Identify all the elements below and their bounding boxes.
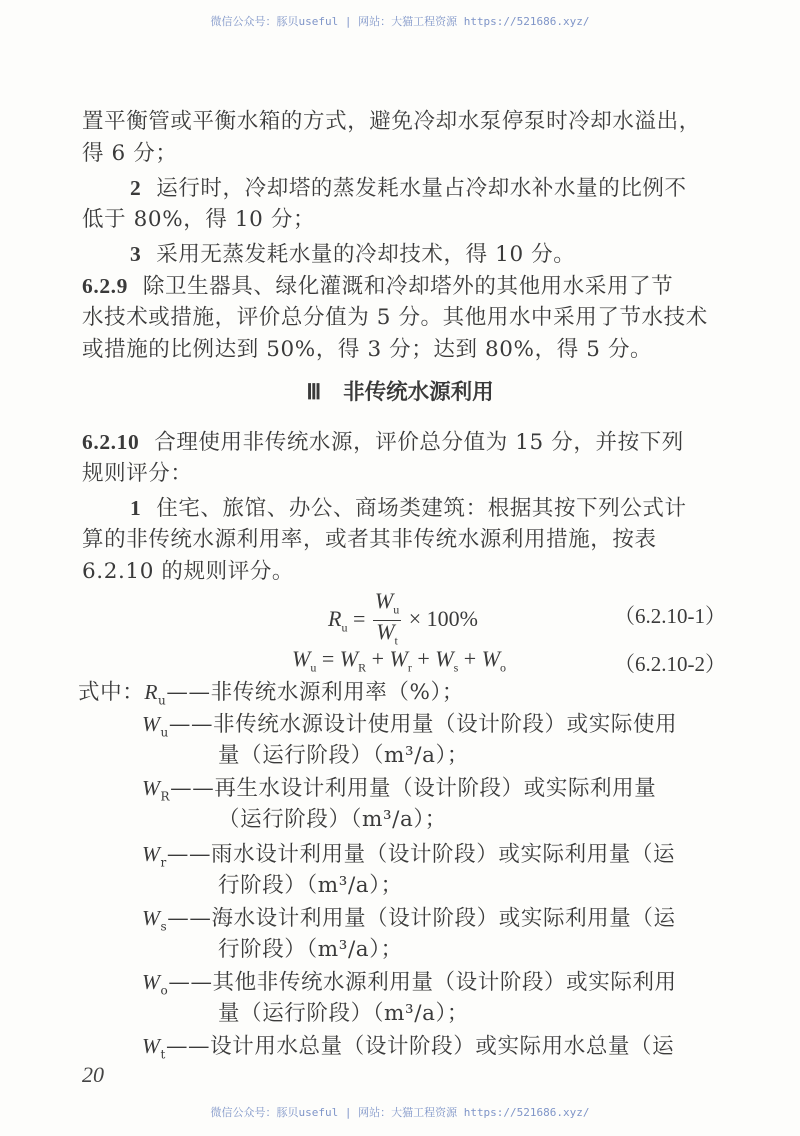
formula-tail: × 100% (408, 605, 478, 631)
definition-subscript: r (160, 855, 167, 870)
text-line: 6.2.10 的规则评分。 (82, 559, 295, 584)
definition-wr-rain (142, 840, 800, 876)
formula-symbol: W (435, 646, 454, 671)
definition-text: ——海水设计利用量（设计阶段）或实际利用量（运 (167, 906, 676, 931)
formula-subscript: r (407, 660, 412, 675)
formula-symbol: W (339, 646, 359, 671)
equation-number: （6.2.10-1） (614, 604, 726, 628)
definition-symbol: W (142, 712, 161, 736)
definition-ws (142, 904, 800, 940)
definition-subscript: R (160, 789, 171, 804)
text-line: 水技术或措施，评价总分值为 5 分。其他用水中采用了节水技术 (82, 305, 708, 330)
definition-text: ——非传统水源设计使用量（设计阶段）或实际使用 (168, 712, 678, 737)
text-line: 算的非传统水源利用率，或者其非传统水源利用措施，按表 (82, 527, 657, 552)
formula-subscript: s (453, 660, 459, 675)
formula-6-2-10-1: $R_u$ = $\frac{W_u}{W_t}$ × 100% (328, 590, 478, 652)
definition-symbol: W (142, 1034, 161, 1058)
formula-subscript: u (310, 660, 317, 675)
list-item-2 (130, 174, 790, 203)
section-title: 非传统水源利用 (343, 380, 494, 405)
formula-subscript: R (358, 660, 367, 675)
formula-subscript: t (394, 633, 398, 648)
definition-symbol: W (142, 970, 161, 994)
formula-symbol: W (374, 588, 394, 613)
definition-continuation: （运行阶段）（m³/a）； (218, 807, 447, 832)
text-line: 得 6 分； (82, 141, 178, 166)
clause-text: 除卫生器具、绿化灌溉和冷却塔外的其他用水采用了节 (142, 274, 674, 299)
formula-symbol: R (328, 605, 342, 631)
definition-text: ——非传统水源利用率（%）； (166, 680, 464, 705)
formula-subscript: u (341, 620, 348, 635)
definition-ru (78, 678, 738, 714)
list-item-3 (130, 240, 790, 269)
definition-symbol: W (142, 776, 161, 800)
text-line: 规则评分： (82, 461, 193, 486)
item-text: 运行时，冷却塔的蒸发耗水量占冷却水补水量的比例不 (156, 176, 687, 201)
clause-number: 6.2.10 (82, 430, 140, 454)
item-text: 采用无蒸发耗水量的冷却技术，得 10 分。 (156, 242, 576, 267)
formula-subscript: u (393, 602, 400, 617)
definition-subscript: u (160, 725, 169, 740)
definition-subscript: u (158, 693, 167, 708)
definition-wt (142, 1032, 800, 1068)
item-text: 住宅、旅馆、办公、商场类建筑：根据其按下列公式计 (156, 496, 687, 521)
formula-symbol: W (292, 646, 311, 671)
formula-symbol: W (481, 646, 501, 671)
fraction (373, 590, 401, 652)
text-line: 置平衡管或平衡水箱的方式，避免冷却水泵停泵时冷却水溢出， (82, 109, 701, 134)
definition-text: ——其他非传统水源利用量（设计阶段）或实际利用 (168, 970, 677, 995)
item-number: 3 (130, 242, 142, 266)
watermark-top: 微信公众号：豚贝useful | 网站：大猫工程资源 https://521686.xyz/ (210, 15, 590, 28)
formula-6-2-10-2: $W_u = W_R + W_r + W_s + W_o$ (292, 646, 507, 675)
definition-wr-reclaimed (142, 774, 800, 810)
text-line: 或措施的比例达到 50%，得 3 分；达到 80%，得 5 分。 (82, 337, 653, 362)
definition-wu (142, 710, 800, 746)
section-heading (0, 378, 800, 407)
definition-wo (142, 968, 800, 1004)
formula-subscript: o (500, 660, 507, 675)
formula-symbol: W (376, 619, 395, 645)
definition-symbol: W (142, 842, 161, 866)
section-roman-numeral: Ⅲ (306, 380, 322, 404)
definition-lead: 式中： (78, 680, 145, 705)
equation-number: （6.2.10-2） (614, 652, 726, 676)
item-number: 1 (130, 496, 142, 520)
definition-text: ——雨水设计利用量（设计阶段）或实际利用量（运 (166, 842, 676, 867)
formula-symbol: W (389, 646, 408, 671)
item-number: 2 (130, 176, 142, 200)
definition-continuation: 行阶段）（m³/a）； (218, 873, 403, 898)
definition-subscript: o (160, 983, 169, 998)
definition-symbol: W (142, 906, 161, 930)
clause-6-2-10 (82, 428, 742, 457)
text-line: 低于 80%，得 10 分； (82, 207, 316, 232)
page-number: 20 (82, 1062, 104, 1087)
definition-subscript: t (160, 1047, 166, 1062)
watermark-bottom: 微信公众号：豚贝useful | 网站：大猫工程资源 https://521686.xyz/ (210, 1106, 590, 1119)
definition-symbol: R (144, 680, 159, 704)
definition-text: ——再生水设计利用量（设计阶段）或实际利用量 (170, 776, 657, 801)
definition-text: ——设计用水总量（设计阶段）或实际用水总量（运 (165, 1034, 675, 1059)
definition-continuation: 行阶段）（m³/a）； (218, 937, 403, 962)
clause-6-2-9 (82, 272, 742, 301)
clause-text: 合理使用非传统水源，评价总分值为 15 分，并按下列 (154, 430, 684, 455)
list-item-1 (130, 494, 790, 523)
definition-continuation: 量（运行阶段）（m³/a）； (218, 1001, 469, 1026)
definition-continuation: 量（运行阶段）（m³/a）； (218, 743, 469, 768)
clause-number: 6.2.9 (82, 274, 128, 298)
definition-subscript: s (160, 919, 168, 934)
